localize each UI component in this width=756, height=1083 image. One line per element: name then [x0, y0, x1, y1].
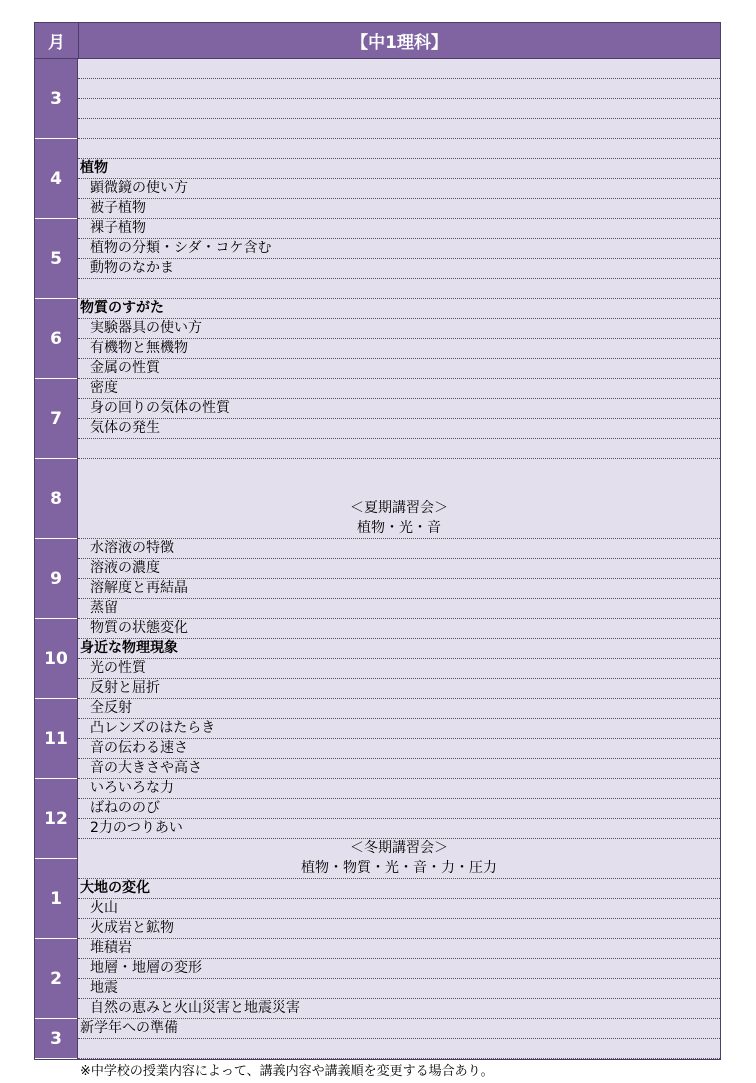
topic-row: 密度: [78, 379, 720, 399]
topic-row: 音の大きさや高さ: [78, 759, 720, 779]
topic-row: 身の回りの気体の性質: [78, 399, 720, 419]
unit-heading: 大地の変化: [78, 879, 720, 899]
month-cell: 12: [35, 779, 77, 859]
topic-row: 光の性質: [78, 659, 720, 679]
footnote: ※中学校の授業内容によって、講義内容や講義順を変更する場合あり。: [80, 1064, 494, 1079]
topic-row: 植物・光・音: [78, 519, 720, 539]
topic-row: [78, 279, 720, 299]
topic-row: [78, 1039, 720, 1059]
topic-row: 地層・地層の変形: [78, 959, 720, 979]
topic-row: 気体の発生: [78, 419, 720, 439]
unit-heading: 植物: [78, 159, 720, 179]
topic-row: 被子植物: [78, 199, 720, 219]
topic-row: [78, 79, 720, 99]
topic-row: 新学年への準備: [78, 1019, 720, 1039]
month-cell: 4: [35, 139, 77, 219]
month-cell: 9: [35, 539, 77, 619]
month-cell: 6: [35, 299, 77, 379]
month-cell: 10: [35, 619, 77, 699]
topic-row: [78, 59, 720, 79]
table-header: [34, 22, 721, 59]
topic-row: 反射と屈折: [78, 679, 720, 699]
topic-row: ばねののび: [78, 799, 720, 819]
topic-row: 凸レンズのはたらき: [78, 719, 720, 739]
topic-row: 植物の分類・シダ・コケ含む: [78, 239, 720, 259]
topic-row: 実験器具の使い方: [78, 319, 720, 339]
topic-row: 蒸留: [78, 599, 720, 619]
topic-row: 動物のなかま: [78, 259, 720, 279]
topic-row: 物質の状態変化: [78, 619, 720, 639]
topic-row: 水溶液の特徴: [78, 539, 720, 559]
topic-row: [78, 139, 720, 159]
month-cell: 5: [35, 219, 77, 299]
month-cell: 3: [35, 59, 77, 139]
topic-row: 金属の性質: [78, 359, 720, 379]
topic-row: 溶液の濃度: [78, 559, 720, 579]
topic-row: 火山: [78, 899, 720, 919]
month-cell: 2: [35, 939, 77, 1019]
topic-row: 2力のつりあい: [78, 819, 720, 839]
topic-row: 自然の恵みと火山災害と地震災害: [78, 999, 720, 1019]
month-cell: 8: [35, 459, 77, 539]
topic-row: 有機物と無機物: [78, 339, 720, 359]
topic-row: 植物・物質・光・音・力・圧力: [78, 859, 720, 879]
topic-row: ＜冬期講習会＞: [350, 840, 448, 856]
topic-row: 顕微鏡の使い方: [78, 179, 720, 199]
topic-row: [78, 99, 720, 119]
topic-row: ＜夏期講習会＞: [350, 500, 448, 516]
topic-row: [78, 439, 720, 459]
topic-column: [77, 59, 720, 1059]
topic-row: 火成岩と鉱物: [78, 919, 720, 939]
topic-row: 全反射: [78, 699, 720, 719]
topic-row: 裸子植物: [78, 219, 720, 239]
month-cell: 1: [35, 859, 77, 939]
topic-row: いろいろな力: [78, 779, 720, 799]
unit-heading: 身近な物理現象: [78, 639, 720, 659]
month-cell: 11: [35, 699, 77, 779]
curriculum-table: [34, 22, 721, 1060]
topic-row: 溶解度と再結晶: [78, 579, 720, 599]
unit-heading: 物質のすがた: [78, 299, 720, 319]
topic-row: [78, 479, 720, 499]
table-body: [34, 59, 721, 1060]
topic-row: 堆積岩: [78, 939, 720, 959]
month-column-header: 月: [35, 23, 79, 58]
topic-row: [78, 459, 720, 479]
month-cell: 7: [35, 379, 77, 459]
table-title: 【中1理科】: [79, 23, 720, 58]
month-cell: 3: [35, 1019, 77, 1059]
month-column: [35, 59, 77, 1059]
topic-row: [78, 119, 720, 139]
topic-row: 地震: [78, 979, 720, 999]
topic-row: 音の伝わる速さ: [78, 739, 720, 759]
